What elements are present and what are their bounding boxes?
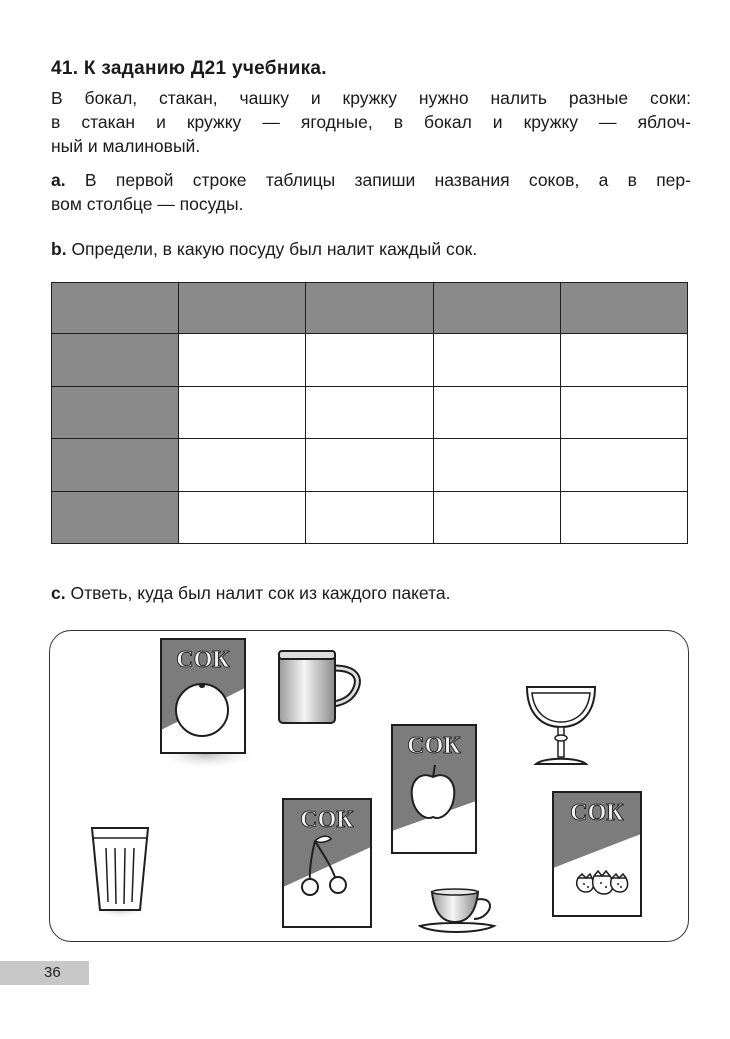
juice-label: СОК xyxy=(176,647,230,673)
answer-cell[interactable] xyxy=(179,491,306,544)
cherry-icon xyxy=(330,877,346,893)
juice-header-cell[interactable] xyxy=(560,283,687,334)
dish-header-cell[interactable] xyxy=(52,386,179,439)
part-a-label: a. xyxy=(51,170,66,190)
cherry-icon xyxy=(302,879,318,895)
answer-cell[interactable] xyxy=(560,439,687,492)
juice-header-cell[interactable] xyxy=(433,283,560,334)
table-corner-cell xyxy=(52,283,179,334)
orange-juice-box xyxy=(150,636,258,776)
orange-icon xyxy=(176,684,228,736)
answer-cell[interactable] xyxy=(179,439,306,492)
part-c-text: Ответь, куда был налит сок из каждого пакета. xyxy=(70,583,451,603)
part-b-text: Определи, в какую посуду был налит каждый сок. xyxy=(71,239,478,259)
answer-cell[interactable] xyxy=(560,334,687,387)
answer-cell[interactable] xyxy=(433,439,560,492)
answer-cell[interactable] xyxy=(179,334,306,387)
wine-glass xyxy=(522,682,602,768)
part-a-line-2: вом столбце — посуды. xyxy=(51,194,244,214)
answer-cell[interactable] xyxy=(560,386,687,439)
juice-label: СОК xyxy=(300,807,354,833)
dish-header-cell[interactable] xyxy=(52,334,179,387)
intro-line-2: в стакан и кружку — ягодные, в бокал и кружку — яблоч- xyxy=(51,112,691,132)
answer-cell[interactable] xyxy=(433,491,560,544)
part-b-label: b. xyxy=(51,239,67,259)
answer-cell[interactable] xyxy=(179,386,306,439)
answer-cell[interactable] xyxy=(306,491,433,544)
dish-header-cell[interactable] xyxy=(52,491,179,544)
cherry-juice-box xyxy=(275,795,385,933)
intro-line-1: В бокал, стакан, чашку и кружку нужно налить разные соки: xyxy=(51,88,691,108)
answer-cell[interactable] xyxy=(560,491,687,544)
strawberry-juice-box xyxy=(546,788,650,922)
part-c-label: c. xyxy=(51,583,66,603)
juice-label: СОК xyxy=(407,733,461,759)
juice-label: СОК xyxy=(570,800,624,826)
table-row xyxy=(52,491,688,544)
part-b xyxy=(51,237,477,261)
mug xyxy=(272,644,364,728)
part-a-line-1 xyxy=(51,168,691,192)
apple-icon xyxy=(412,775,455,818)
intro-line-3: ный и малиновый. xyxy=(51,136,201,156)
part-a-text-1: В первой строке таблицы запиши названия соков, а в пер- xyxy=(84,170,691,190)
task-title: 41. К заданию Д21 учебника. xyxy=(51,58,327,79)
table-row xyxy=(52,283,688,334)
answer-cell[interactable] xyxy=(433,334,560,387)
teacup xyxy=(418,886,502,936)
answer-cell[interactable] xyxy=(306,334,433,387)
page-number: 36 xyxy=(0,961,89,985)
answer-cell[interactable] xyxy=(306,439,433,492)
table-row xyxy=(52,334,688,387)
dish-header-cell[interactable] xyxy=(52,439,179,492)
answer-table xyxy=(51,282,688,544)
answer-cell[interactable] xyxy=(306,386,433,439)
juice-header-cell[interactable] xyxy=(306,283,433,334)
juice-header-cell[interactable] xyxy=(179,283,306,334)
table-row xyxy=(52,386,688,439)
apple-juice-box xyxy=(384,721,484,859)
answer-cell[interactable] xyxy=(433,386,560,439)
part-c xyxy=(51,581,451,605)
drinking-glass xyxy=(88,824,152,918)
table-row xyxy=(52,439,688,492)
